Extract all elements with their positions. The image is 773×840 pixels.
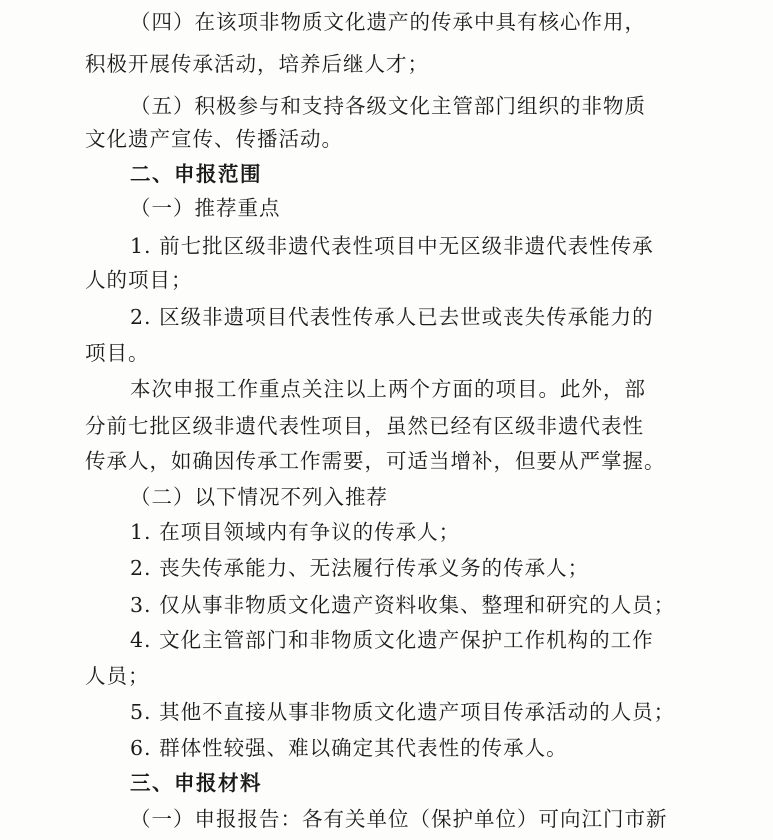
text-line: 文化遗产宣传、传播活动。 [85, 127, 343, 151]
text-line: 4. 文化主管部门和非物质文化遗产保护工作机构的工作 [130, 628, 654, 652]
text-line: 积极开展传承活动，培养后继人才； [85, 52, 429, 76]
text-line: 人的项目； [85, 268, 193, 292]
text-line: 1. 前七批区级非遗代表性项目中无区级非遗代表性传承 [130, 234, 654, 258]
text-line: （五）积极参与和支持各级文化主管部门组织的非物质 [130, 94, 646, 118]
text-line: 2. 区级非遗项目代表性传承人已去世或丧失传承能力的 [130, 305, 654, 329]
text-line: 人员； [85, 664, 150, 688]
text-line: 传承人，如确因传承工作需要，可适当增补，但要从严掌握。 [85, 449, 666, 473]
subsection-heading: （二）以下情况不列入推荐 [130, 485, 388, 509]
text-line: 2. 丧失传承能力、无法履行传承义务的传承人； [130, 556, 590, 580]
text-line: （四）在该项非物质文化遗产的传承中具有核心作用， [130, 10, 646, 34]
text-line: 项目。 [85, 341, 150, 365]
section-heading: 三、申报材料 [130, 771, 262, 795]
text-line: 本次申报工作重点关注以上两个方面的项目。此外，部 [130, 377, 646, 401]
text-line: 6. 群体性较强、难以确定其代表性的传承人。 [130, 736, 568, 760]
text-line: （一）申报报告：各有关单位（保护单位）可向江门市新 [130, 807, 668, 831]
subsection-heading: （一）推荐重点 [130, 196, 281, 220]
text-line: 分前七批区级非遗代表性项目，虽然已经有区级非遗代表性 [85, 414, 644, 438]
section-heading: 二、申报范围 [130, 162, 262, 186]
text-line: 3. 仅从事非物质文化遗产资料收集、整理和研究的人员； [130, 593, 676, 617]
text-line: 1. 在项目领域内有争议的传承人； [130, 520, 461, 544]
text-line: 5. 其他不直接从事非物质文化遗产项目传承活动的人员； [130, 700, 676, 724]
